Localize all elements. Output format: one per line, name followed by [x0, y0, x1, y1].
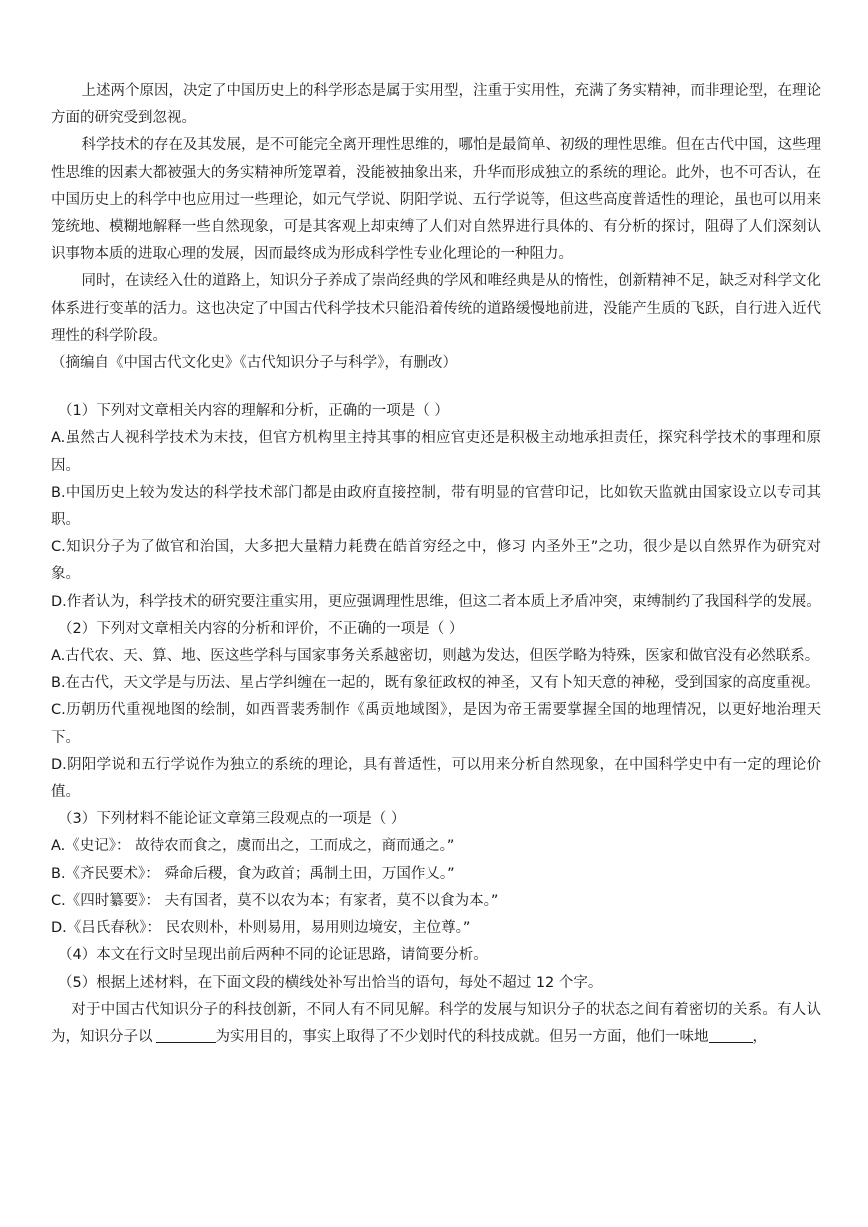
question-2-option-a: A.古代农、天、算、地、医这些学科与国家事务关系越密切，则越为发达，但医学略为特殊，医家和做官没有必然联系。 — [51, 648, 820, 665]
question-2-title: （2）下列对文章相关内容的分析和评价，不正确的一项是（ ） — [58, 620, 464, 637]
passage-paragraph-1: 上述两个原因，决定了中国历史上的科学形态是属于实用型，注重于实用性，充满了务实精神，而非理论型，在理论方面的研究受到忽视。 — [51, 83, 821, 127]
question-5-text-part-3: ， — [752, 1028, 767, 1045]
question-1-option-d: D.作者认为，科学技术的研究要注重实用，更应强调理性思维，但这二者本质上矛盾冲突，束缚制约了我国科学的发展。 — [51, 593, 821, 610]
question-3-option-a: A.《史记》： 故待农而食之，虞而出之，工而成之，商而通之。” — [51, 838, 455, 855]
document-page — [51, 78, 821, 1051]
question-3-option-d: D.《吕氏春秋》： 民农则朴，朴则易用，易用则边境安，主位尊。” — [51, 920, 471, 937]
answer-blank-1[interactable] — [156, 1026, 216, 1043]
passage-paragraph-2: 科学技术的存在及其发展，是不可能完全离开理性思维的，哪怕是最简单、初级的理性思维。但在古代中国，这些理性思维的因素大都被强大的务实精神所笼罩着，没能被抽象出来，升华而形成独立的系统的理论。此外，也不可否认，在中国历史上的科学中也应用过一些理论，如元气学说、阴阳学说、五行学说等，但这些高度普适性的理论，虽也可以用来笼统地、模糊地解释一些自然现象，可是其客观上却束缚了人们对自然界进行具体的、有分析的探讨，阻碍了人们深刻认识事物本质的进取心理的发展，因而最终成为形成科学性专业化理论的一种阻力。 — [51, 137, 821, 263]
question-2-option-c: C.历朝历代重视地图的绘制，如西晋裴秀制作《禹贡地域图》，是因为帝王需要掌握全国的地理情况，以更好地治理天下。 — [51, 702, 821, 746]
question-4-title: （4）本文在行文时呈现出前后两种不同的论证思路，请简要分析。 — [58, 947, 488, 964]
question-5-text-part-2: 为实用目的，事实上取得了不少划时代的科技成就。但另一方面，他们一味地 — [215, 1028, 709, 1045]
question-2-option-d: D.阴阳学说和五行学说作为独立的系统的理论，具有普适性，可以用来分析自然现象，在中国科学史中有一定的理论价值。 — [51, 756, 821, 801]
passage-paragraph-3: 同时，在读经入仕的道路上，知识分子养成了崇尚经典的学风和唯经典是从的惰性，创新精神不足，缺乏对科学文化体系进行变革的活力。这也决定了中国古代科学技术只能沿着传统的道路缓慢地前进，没能产生质的飞跃，自行进入近代理性的科学阶段。 — [51, 273, 821, 344]
question-3-option-c: C.《四时纂要》： 夫有国者，莫不以农为本；有家者，莫不以食为本。” — [51, 892, 499, 909]
question-5-passage — [51, 997, 821, 1051]
question-5-text-part-1: 对于中国古代知识分子的科技创新，不同人有不同见解。科学的发展与知识分子的状态之间有着密切的关系。有人认为，知识分子以 — [51, 1001, 821, 1045]
answer-blank-2[interactable] — [709, 1026, 753, 1043]
question-3-option-b: B.《齐民要术》： 舜命后稷，食为政首；禹制土田，万国作乂。” — [51, 865, 455, 882]
question-2-option-b: B.在古代，天文学是与历法、星占学纠缠在一起的，既有象征政权的神圣，又有卜知天意的神秘，受到国家的高度重视。 — [51, 675, 820, 692]
question-1-title: （1）下列对文章相关内容的理解和分析，正确的一项是（ ） — [58, 403, 449, 420]
passage-source: （摘编自《中国古代文化史》《古代知识分子与科学》，有删改） — [51, 355, 457, 372]
question-1-option-a: A.虽然古人视科学技术为末技，但官方机构里主持其事的相应官吏还是积极主动地承担责任，探究科学技术的事理和原因。 — [51, 430, 821, 474]
question-1-option-c: C.知识分子为了做官和治国，大多把大量精力耗费在皓首穷经之中，修习 内圣外王”之功，很少是以自然界作为研究对象。 — [51, 539, 821, 583]
question-3-title: （3）下列材料不能论证文章第三段观点的一项是（ ） — [58, 811, 406, 828]
question-1-option-b: B.中国历史上较为发达的科学技术部门都是由政府直接控制，带有明显的官营印记，比如钦天监就由国家设立以专司其职。 — [51, 484, 821, 529]
question-5-title: （5）根据上述材料，在下面文段的横线处补写出恰当的语句，每处不超过 12 个字。 — [58, 974, 603, 991]
